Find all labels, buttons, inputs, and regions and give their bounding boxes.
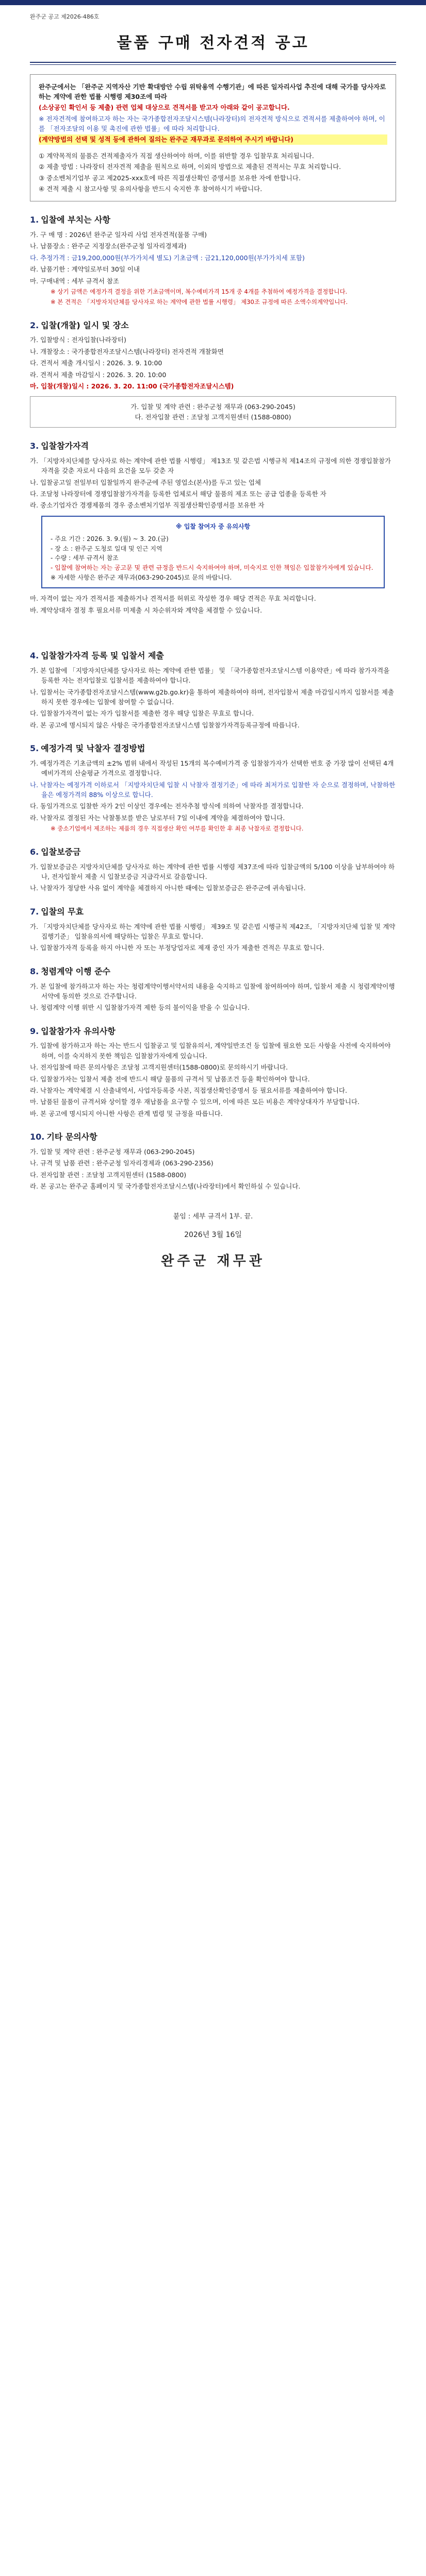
intro-line: (소상공인 확인서 등 제출) 관련 업체 대상으로 견적서를 받고자 아래와 같이 공고합니다. [39, 104, 290, 112]
notice-number: 완주군 공고 제2026-486호 [30, 13, 100, 20]
section-item: 라. 낙찰자는 계약체결 시 산출내역서, 사업자등록증 사본, 직접생산확인증명서 등 필요서류를 제출하여야 합니다. [30, 1086, 348, 1094]
caution-title: ※ 입찰 참여자 중 유의사항 [175, 522, 251, 530]
title-rule [30, 62, 396, 65]
section-item: 가. 「지방자치단체를 당사자로 하는 계약에 관한 법률 시행령」 제39조 및 같은법 시행규칙 제42조, 「지방자치단체 입찰 및 계약집행기준」 입찰유의서에 해당하는 입찰은 무효로 합니다. [30, 922, 396, 940]
top-rule [0, 0, 426, 5]
section-item: 가. 구 매 명 : 2026년 완주군 일자리 사업 전자견적(물품 구매) [30, 231, 207, 239]
section-item: 라. 견적서 제출 마감일시 : 2026. 3. 20. 10:00 [30, 370, 167, 379]
caution-line: - 입찰에 참여하는 자는 공고문 및 관련 규정을 반드시 숙지하여야 하며, 미숙지로 인한 책임은 입찰참가자에게 있습니다. [51, 564, 373, 572]
section-item: 다. 입찰참가자는 입찰서 제출 전에 반드시 해당 물품의 규격서 및 납품조건 등을 확인하여야 합니다. [30, 1075, 310, 1083]
intro-note: ② 제출 방법 : 나라장터 전자견적 제출을 원칙으로 하며, 이외의 방법으로 제출된 견적서는 무효 처리합니다. [39, 163, 341, 171]
section-item: 다. 견적서 제출 개시일시 : 2026. 3. 9. 10:00 [30, 359, 162, 367]
section-heading: 6. 입찰보증금 [30, 846, 81, 857]
section-item: 마. 납품된 물품이 규격서와 상이할 경우 재납품을 요구할 수 있으며, 이에 따른 모든 비용은 계약상대자가 부담합니다. [30, 1098, 360, 1106]
intro-note: ④ 견적 제출 시 참고사항 및 유의사항을 반드시 숙지한 후 참여하시기 바랍니다. [39, 184, 263, 193]
intro-note: ① 계약목적의 물품은 견적제출자가 직접 생산하여야 하며, 이를 위반할 경우 입찰무효 처리됩니다. [39, 151, 314, 160]
section-item: 나. 전자입찰에 따른 문의사항은 조달청 고객지원센터(1588-0800)로 문의하시기 바랍니다. [30, 1063, 288, 1072]
section-heading: 1. 입찰에 부치는 사항 [30, 215, 111, 225]
intro-note: ③ 중소벤처기업부 공고 제2025-xxx호에 따른 직접생산확인 증명서를 보유한 자에 한합니다. [39, 174, 301, 182]
section-item: 다. 동일가격으로 입찰한 자가 2인 이상인 경우에는 전자추첨 방식에 의하여 낙찰자를 결정합니다. [30, 802, 304, 810]
section-item: 나. 입찰공고일 전일부터 입찰일까지 완주군에 주된 영업소(본사)를 두고 있는 업체 [30, 478, 261, 486]
section-item: 나. 낙찰자가 정당한 사유 없이 계약을 체결하지 아니한 때에는 입찰보증금은 완주군에 귀속됩니다. [30, 884, 306, 892]
caution-line: - 주요 기간 : 2026. 3. 9.(월) ~ 3. 20.(금) [51, 535, 169, 543]
section-note: ※ 본 견적은 「지방자치단체를 당사자로 하는 계약에 관한 법률 시행령」 제30조 규정에 따른 소액수의계약입니다. [51, 298, 348, 306]
section-item: 바. 본 공고에 명시되지 아니한 사항은 관계 법령 및 규정을 따릅니다. [30, 1109, 223, 1117]
section-item: 가. 입찰 및 계약 관련 : 완주군청 재무과 (063-290-2045) [30, 1147, 195, 1156]
section-item: 나. 낙찰자는 예정가격 이하로서 「지방자치단체 입찰 시 낙찰자 결정기준」에 따라 최저가로 입찰한 자 순으로 결정하며, 낙찰하한율은 예정가격의 88% 이상으로 합니다. [30, 781, 396, 799]
closing-block [30, 1212, 396, 1272]
section-item: 마. 입찰(개찰)일시 : 2026. 3. 20. 11:00 (국가종합전자조달시스템) [30, 382, 234, 390]
section-item: 다. 조달청 나라장터에 경쟁입찰참가자격을 등록한 업체로서 해당 물품의 제조 또는 공급 업종을 등록한 자 [30, 489, 326, 498]
section-item: 마. 구매내역 : 세부 규격서 참조 [30, 277, 119, 285]
intro-line: (계약방법의 선택 및 성적 등에 관하여 질의는 완주군 재무과로 문의하여 주시기 바랍니다) [39, 134, 387, 144]
section-heading: 9. 입찰참가자 유의사항 [30, 1026, 116, 1036]
section-item: 마. 자격이 없는 자가 견적서를 제출하거나 견적서를 허위로 작성한 경우 해당 견적은 무효 처리합니다. [30, 595, 316, 603]
section-item: 라. 본 공고에 명시되지 않은 사항은 국가종합전자조달시스템 입찰참가자격등록규정에 따릅니다. [30, 721, 300, 729]
issuing-org: 완주군 재무관 [161, 1253, 265, 1269]
section-item: 라. 납품기한 : 계약일로부터 30일 이내 [30, 265, 140, 274]
section-item: 나. 입찰서는 국가종합전자조달시스템(www.g2b.go.kr)을 통하여 제출하여야 하며, 전자입찰서 제출 마감일시까지 입찰서를 제출하지 못한 경우에는 입찰에 참여할 수 없습니다. [30, 688, 394, 706]
section-item: 가. 입찰에 참가하고자 하는 자는 반드시 입찰공고 및 입찰유의서, 계약일반조건 등 입찰에 필요한 모든 사항을 사전에 숙지하여야 하며, 이를 숙지하지 못한 책임은 입찰참가자에게 있습니다. [30, 1042, 391, 1060]
section-heading: 8. 청렴계약 이행 준수 [30, 966, 111, 976]
caution-line: - 장 소 : 완주군 도청로 일대 및 인근 지역 [51, 545, 162, 552]
section-heading: 2. 입찰(개찰) 일시 및 장소 [30, 320, 129, 330]
caution-box [41, 516, 385, 589]
section-item: 가. 본 입찰에 「지방자치단체를 당사자로 하는 계약에 관한 법률」 및 「국가종합전자조달시스템 이용약관」에 따라 참가자격을 등록한 자는 전자입찰로 입찰서를 제출하여야 합니다. [30, 666, 390, 685]
section-heading: 10. 기타 문의사항 [30, 1132, 97, 1142]
contact-line: 가. 입찰 및 계약 관련 : 완주군청 재무과 (063-290-2045) [130, 403, 296, 411]
section-item: 나. 입찰참가자격 등록을 하지 아니한 자 또는 부정당업자로 제재 중인 자가 제출한 견적은 무효로 합니다. [30, 944, 324, 952]
page-title: 물품 구매 전자견적 공고 [117, 34, 309, 53]
section-heading: 7. 입찰의 무효 [30, 906, 84, 917]
section-note: ※ 상기 금액은 예정가격 결정을 위한 기초금액이며, 복수예비가격 15개 중 4개를 추첨하여 예정가격을 결정합니다. [51, 287, 348, 295]
intro-box [30, 74, 396, 202]
section-heading: 5. 예정가격 및 낙찰자 결정방법 [30, 743, 145, 754]
section-item: 나. 청렴계약 이행 위반 시 입찰참가자격 제한 등의 불이익을 받을 수 있습니다. [30, 1004, 250, 1012]
attachment-note: 붙임 : 세부 규격서 1부. 끝. [173, 1213, 253, 1221]
section-item: 다. 전자입찰 관련 : 조달청 고객지원센터 (1588-0800) [30, 1171, 187, 1179]
section-note: ※ 중소기업에서 제조하는 제품의 경우 직접생산 확인 여부를 확인한 후 최종 낙찰자로 결정합니다. [51, 825, 304, 833]
section-item: 가. 입찰방식 : 전자입찰(나라장터) [30, 336, 126, 344]
notice-date: 2026년 3월 16일 [184, 1230, 242, 1239]
section-item: 가. 본 입찰에 참가하고자 하는 자는 청렴계약이행서약서의 내용을 숙지하고 입찰에 참여하여야 하며, 입찰서 제출 시 청렴계약이행서약에 동의한 것으로 간주합니다. [30, 982, 395, 1000]
intro-line: 완주군에서는 「완주군 지역자산 기반 확대방안 수립 위탁용역 수행기관」에 따른 일자리사업 추진에 대해 국가를 당사자로 하는 계약에 관한 법률 시행령 제30조에 따라 [39, 82, 386, 100]
section-item: 나. 개찰장소 : 국가종합전자조달시스템(나라장터) 전자견적 개찰화면 [30, 347, 224, 355]
section-heading: 4. 입찰참가자격 등록 및 입찰서 제출 [30, 651, 164, 660]
section-item: 다. 추정가격 : 금19,200,000원(부가가치세 별도) 기초금액 : 금21,120,000원(부가가치세 포함) [30, 253, 305, 262]
section-item: 라. 낙찰자로 결정된 자는 낙찰통보를 받은 날로부터 7일 이내에 계약을 체결하여야 합니다. [30, 814, 285, 822]
caution-line: ※ 자세한 사항은 완주군 재무과(063-290-2045)로 문의 바랍니다. [51, 573, 232, 581]
section-item: 나. 납품장소 : 완주군 지정장소(완주군청 일자리경제과) [30, 242, 187, 250]
section-item: 가. 「지방자치단체를 당사자로 하는 계약에 관한 법률 시행령」 제13조 및 같은법 시행규칙 제14조의 규정에 의한 경쟁입찰참가자격을 갖춘 자로서 다음의 요건을 모두 갖춘 자 [30, 456, 391, 475]
section-item: 가. 예정가격은 기초금액의 ±2% 범위 내에서 작성된 15개의 복수예비가격 중 입찰참가자가 선택한 번호 중 가장 많이 선택된 4개 예비가격의 산술평균 가격으로 결정합니다. [30, 759, 394, 777]
section-item: 바. 계약상대자 결정 후 필요서류 미제출 시 차순위자와 계약을 체결할 수 있습니다. [30, 606, 263, 614]
caution-line: - 수량 : 세부 규격서 참조 [51, 554, 119, 562]
contact-line: 다. 전자입찰 관련 : 조달청 고객지원센터 (1588-0800) [135, 413, 291, 421]
section-item: 다. 입찰참가자격이 없는 자가 입찰서를 제출한 경우 해당 입찰은 무효로 합니다. [30, 709, 254, 718]
section-item: 나. 규격 및 납품 관련 : 완주군청 일자리경제과 (063-290-2356) [30, 1159, 214, 1167]
section-item: 라. 본 공고는 완주군 홈페이지 및 국가종합전자조달시스템(나라장터)에서 확인하실 수 있습니다. [30, 1182, 301, 1191]
section-item: 라. 중소기업자간 경쟁제품의 경우 중소벤처기업부 직접생산확인증명서를 보유한 자 [30, 501, 265, 510]
contact-box [30, 396, 396, 428]
section-item: 가. 입찰보증금은 지방자치단체를 당사자로 하는 계약에 관한 법률 시행령 제37조에 따라 입찰금액의 5/100 이상을 납부하여야 하나, 전자입찰서 제출 시 입찰보증금 지급각서로 갈음합니다. [30, 862, 395, 881]
intro-line: ※ 전자견적에 참여하고자 하는 자는 국가종합전자조달시스템(나라장터)의 전자견적 방식으로 견적서를 제출하여야 하며, 이를 「전자조달의 이용 및 촉진에 관한 법률」에 따라 처리합니다. [39, 114, 385, 133]
section-heading: 3. 입찰참가자격 [30, 441, 89, 451]
